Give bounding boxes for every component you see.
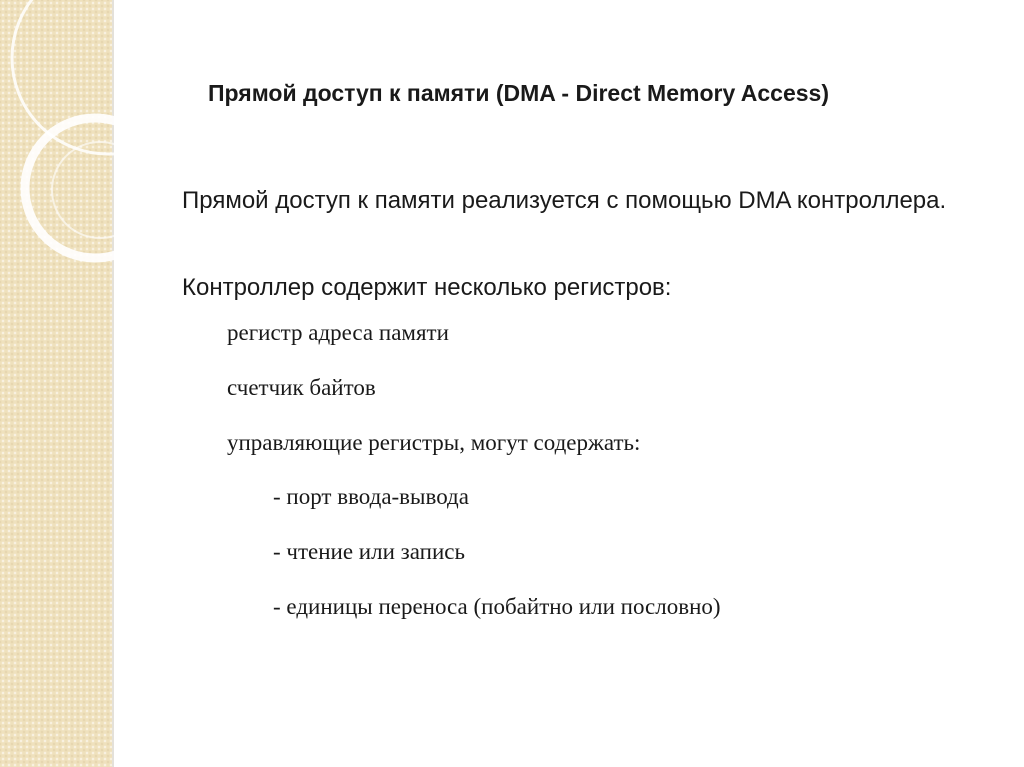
control-item-transfer-unit: - единицы переноса (побайтно или пословно): [273, 594, 721, 619]
decorative-ring-large: [12, 0, 114, 154]
decorative-ring-small: [52, 142, 114, 238]
control-item-read-write: - чтение или запись: [273, 539, 465, 564]
paragraph-dma-controller: Прямой доступ к памяти реализуется с помощью DMA контроллера.: [182, 187, 947, 214]
control-item-io-port: - порт ввода-вывода: [273, 484, 469, 509]
paragraph-registers-intro: Контроллер содержит несколько регистров:: [182, 274, 672, 301]
slide-title: Прямой доступ к памяти (DMA - Direct Memory Access): [208, 80, 830, 106]
register-item-address: регистр адреса памяти: [227, 320, 449, 345]
register-item-control: управляющие регистры, могут содержать:: [227, 430, 641, 455]
register-item-byte-counter: счетчик байтов: [227, 375, 376, 400]
decorative-rings: [0, 0, 114, 767]
